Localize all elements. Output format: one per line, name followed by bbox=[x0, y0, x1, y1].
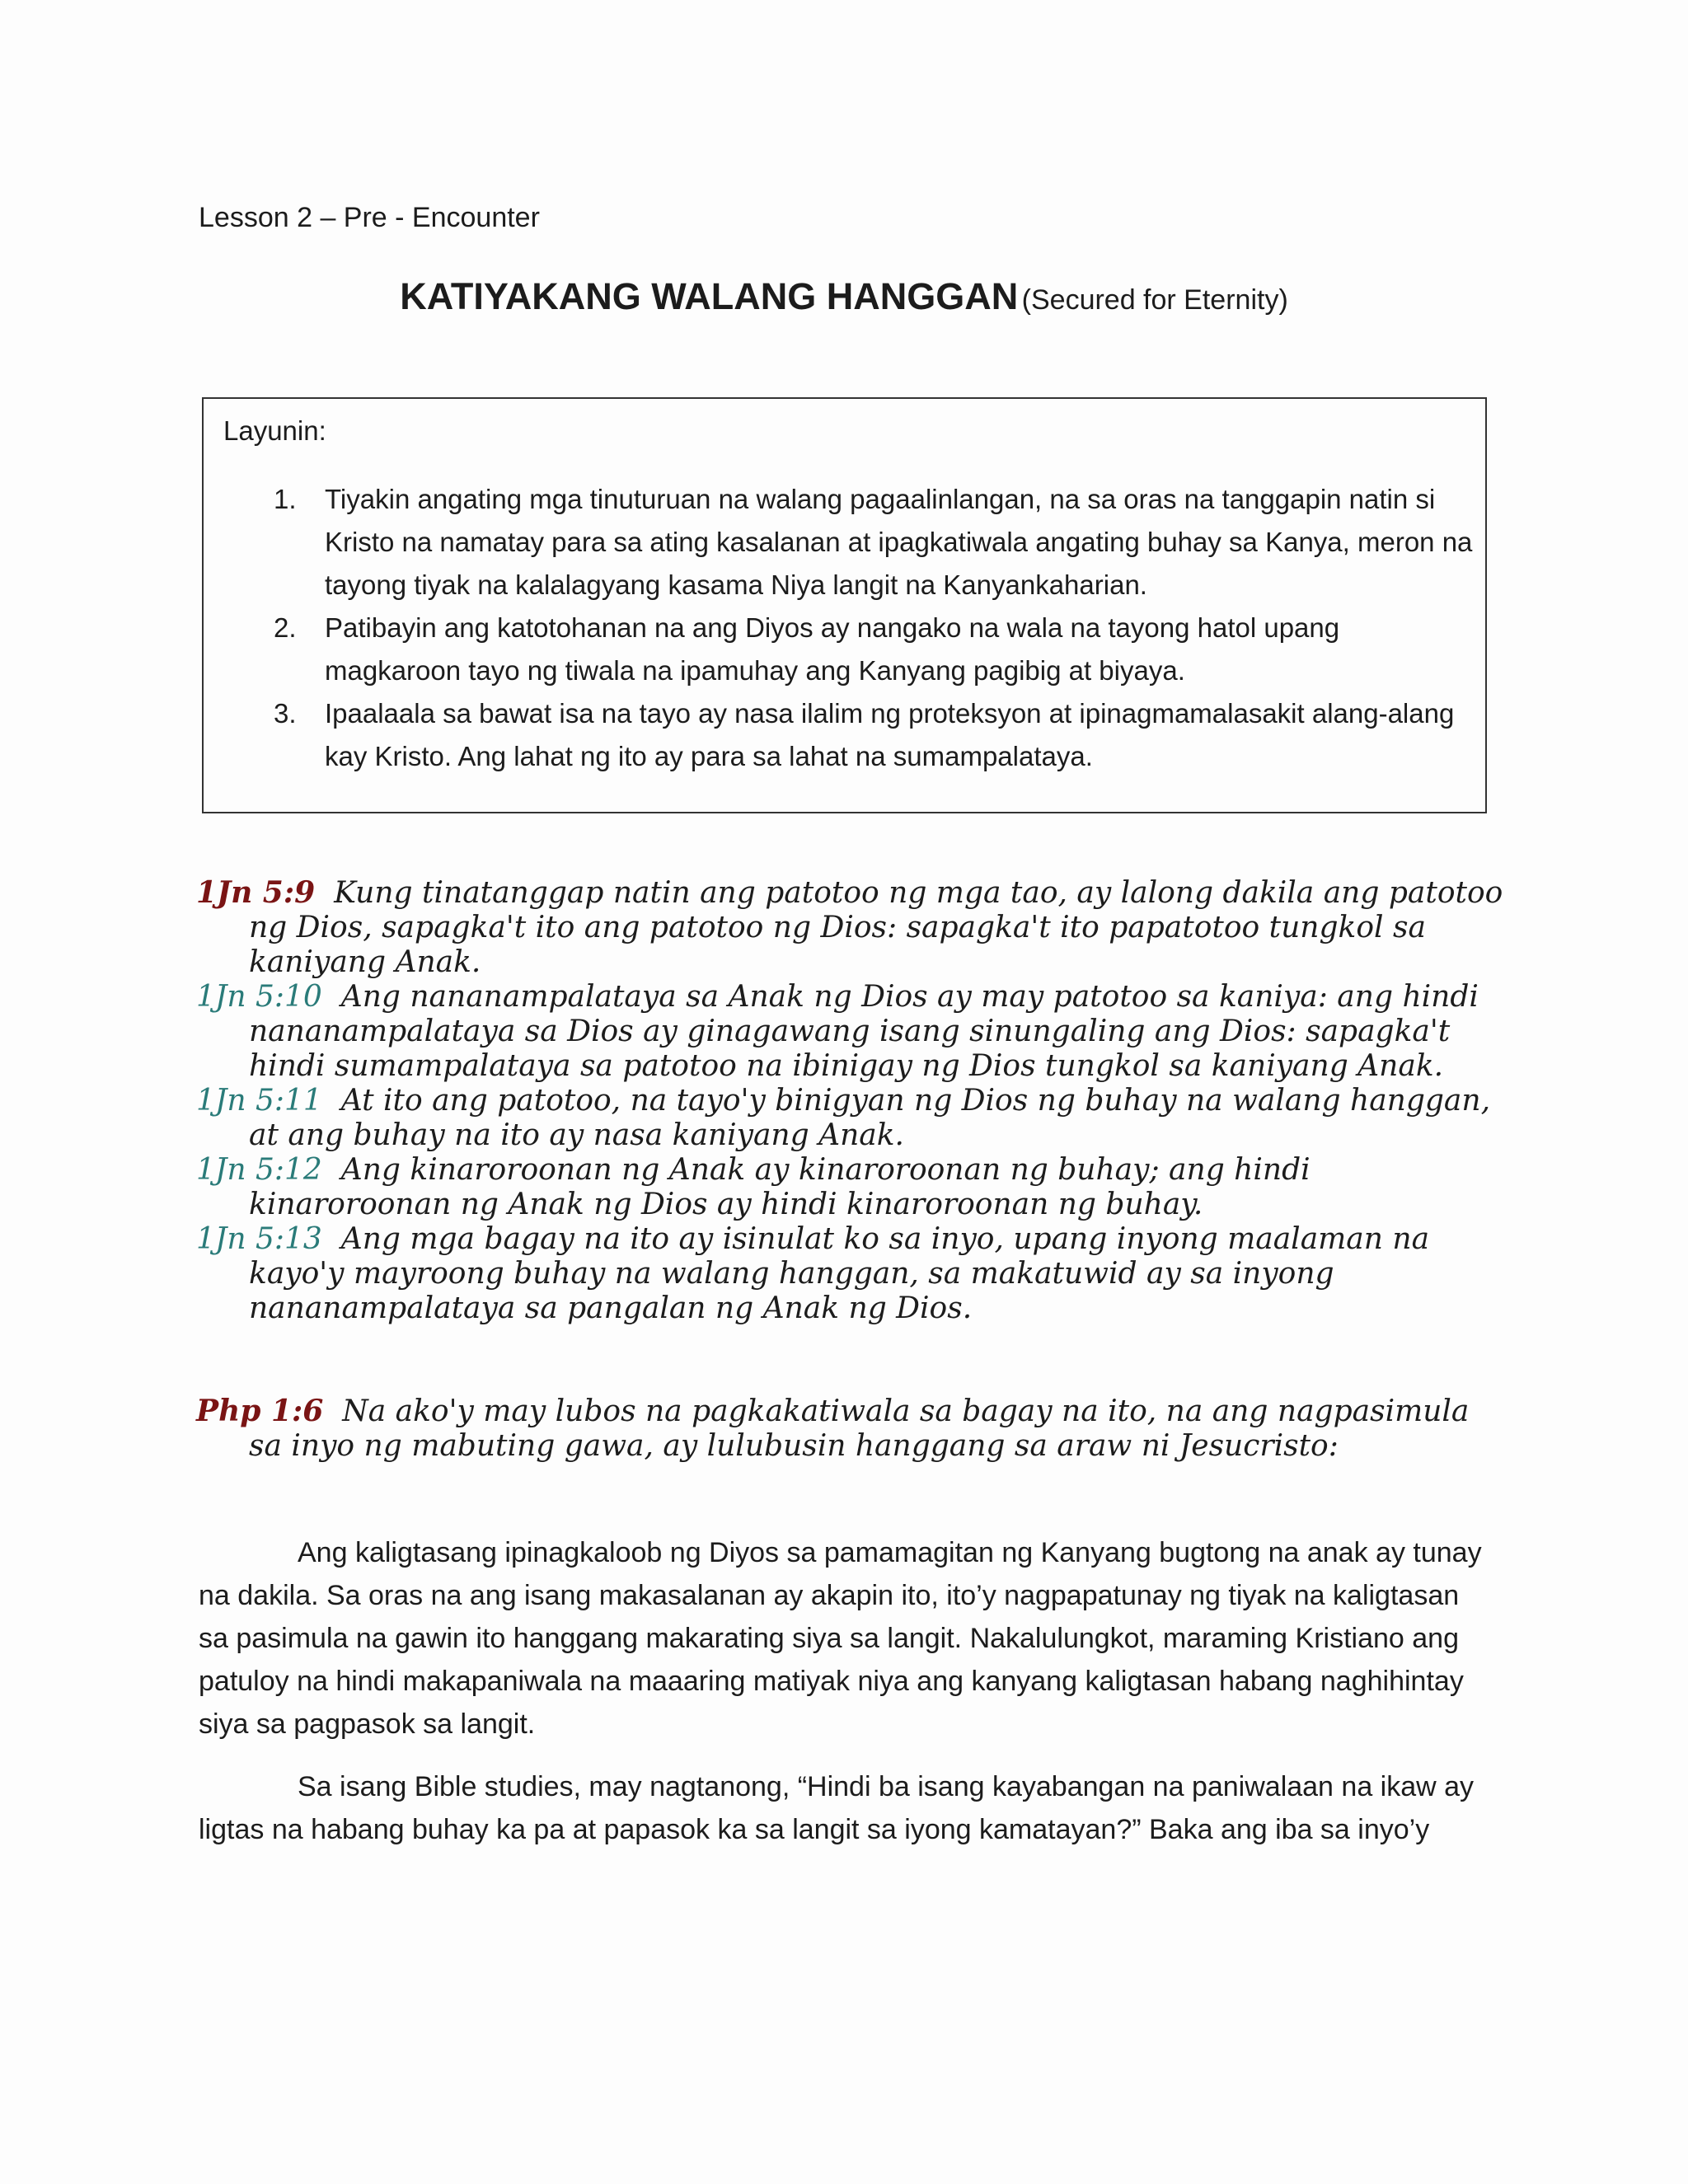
verse-text: Na ako'y may lubos na pagkakatiwala sa bagay na ito, na ang nagpasimula sa inyo ng mabuting gawa, ay lulubusin hanggang sa araw ni Jesucristo: bbox=[249, 1394, 1470, 1463]
body-text bbox=[199, 1531, 1493, 1871]
verse-text: Ang kinaroroonan ng Anak ay kinaroroonan ng buhay; ang hindi kinaroroonan ng Anak ng Dios ay hindi kinaroroonan ng buhay. bbox=[249, 1153, 1311, 1221]
verse-reference: 1Jn 5:13 bbox=[196, 1222, 322, 1256]
verse bbox=[196, 875, 1507, 980]
body-paragraph: Sa isang Bible studies, may nagtanong, “Hindi ba isang kayabangan na paniwalaan na ikaw ay ligtas na habang buhay ka pa at papasok ka sa langit sa iyong kamatayan?” Baka ang iba sa inyo’y bbox=[199, 1771, 1475, 1845]
objectives-list bbox=[204, 478, 1473, 778]
objective-text: Ipaalaala sa bawat isa na tayo ay nasa ilalim ng proteksyon at ipinagmamalasakit alang-alang kay Kristo. Ang lahat ng ito ay para sa lahat na sumampalataya. bbox=[325, 698, 1455, 771]
title-subtitle: (Secured for Eternity) bbox=[1021, 284, 1288, 316]
objective-number: 3. bbox=[274, 698, 297, 729]
body-paragraph: Ang kaligtasang ipinagkaloob ng Diyos sa pamamagitan ng Kanyang bugtong na anak ay tunay na dakila. Sa oras na ang isang makasalanan ay akapin ito, ito’y nagpapatunay ng tiyak na kaligtasan sa pasimula na gawin ito hanggang makarating siya sa langit. Nakalulungkot, maraming Kristiano ang patuloy na hindi makapaniwala na maaaring matiyak niya ang kanyang kaligtasan habang naghihintay siya sa pagpasok sa langit. bbox=[199, 1537, 1482, 1740]
objective-item bbox=[204, 692, 1473, 778]
verse bbox=[196, 1153, 1507, 1222]
verse-text: Kung tinatanggap natin ang patotoo ng mga tao, ay lalong dakila ang patotoo ng Dios, sapagka't ito ang patotoo ng Dios: sapagka't ito papatotoo tungkol sa kaniyang Anak. bbox=[249, 876, 1503, 979]
scripture-verses bbox=[196, 875, 1507, 1464]
verse-reference: 1Jn 5:12 bbox=[196, 1153, 322, 1187]
lesson-label: Lesson 2 – Pre - Encounter bbox=[199, 202, 540, 233]
verse bbox=[196, 980, 1507, 1084]
objective-item bbox=[204, 478, 1473, 607]
objective-item bbox=[204, 607, 1473, 692]
verse-reference: Php 1:6 bbox=[196, 1394, 324, 1428]
verse bbox=[196, 1222, 1507, 1326]
objectives-box bbox=[202, 397, 1487, 813]
objective-text: Tiyakin angating mga tinuturuan na walang pagaalinlangan, na sa oras na tanggapin natin si Kristo na namatay para sa ating kasalanan at ipagkatiwala angating buhay sa Kanya, meron na tayong tiyak na kalalagyang kasama Niya langit na Kanyankaharian. bbox=[325, 484, 1473, 600]
objectives-heading: Layunin: bbox=[223, 415, 326, 446]
objective-number: 2. bbox=[274, 612, 297, 643]
verse-reference: 1Jn 5:10 bbox=[196, 980, 322, 1014]
page-title bbox=[0, 272, 1688, 321]
verse-text: Ang mga bagay na ito ay isinulat ko sa inyo, upang inyong maalaman na kayo'y mayroong buhay na walang hanggan, sa makatuwid ay sa inyong nananampalataya sa pangalan ng Anak ng Dios. bbox=[249, 1222, 1430, 1325]
verse bbox=[196, 1084, 1507, 1153]
objective-text: Patibayin ang katotohanan na ang Diyos ay nangako na wala na tayong hatol upang magkaroon tayo ng tiwala na ipamuhay ang Kanyang pagibig at biyaya. bbox=[325, 612, 1340, 686]
verse-text: At ito ang patotoo, na tayo'y binigyan ng Dios ng buhay na walang hanggan, at ang buhay na ito ay nasa kaniyang Anak. bbox=[249, 1084, 1491, 1152]
verse bbox=[196, 1394, 1507, 1464]
spacer bbox=[196, 1326, 1507, 1394]
verse-text: Ang nananampalataya sa Anak ng Dios ay may patotoo sa kaniya: ang hindi nananampalataya sa Dios ay ginagawang isang sinungaling ang Dios: sapagka't hindi sumampalataya sa patotoo na ibinigay ng Dios tungkol sa kaniyang Anak. bbox=[249, 980, 1479, 1083]
title-main: KATIYAKANG WALANG HANGGAN bbox=[400, 275, 1019, 317]
objective-number: 1. bbox=[274, 484, 297, 514]
verse-reference: 1Jn 5:11 bbox=[196, 1084, 322, 1118]
verse-reference: 1Jn 5:9 bbox=[196, 875, 316, 910]
